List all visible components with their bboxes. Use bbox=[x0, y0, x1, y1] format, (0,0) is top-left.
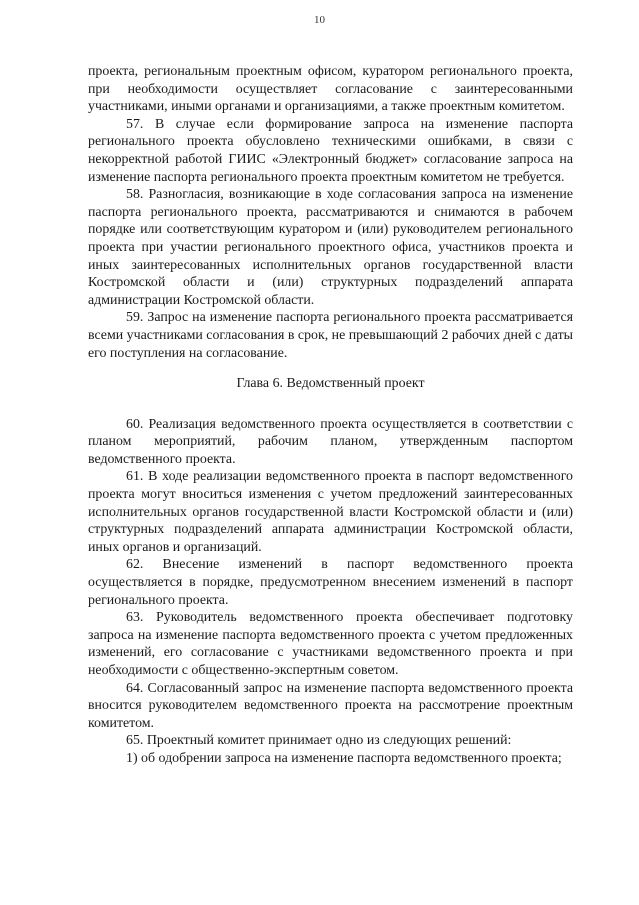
paragraph-65: 65. Проектный комитет принимает одно из следующих решений: bbox=[126, 733, 512, 749]
chapter-title: Глава 6. Ведомственный проект bbox=[236, 376, 425, 392]
paragraph-63: 63. Руководитель ведомственного проекта обеспечивает подготовку запроса на изменение паспорта ведомственного проекта с учетом предложенных изменений, его согласование с участниками ведомственного проекта и при необходимости с общественно-экспертным советом. bbox=[88, 610, 573, 678]
paragraph-59: 59. Запрос на изменение паспорта регионального проекта рассматривается всеми участниками согласования в срок, не превышающий 2 рабочих дней с даты его поступления на согласование. bbox=[88, 310, 573, 361]
paragraph-57: 57. В случае если формирование запроса на изменение паспорта регионального проекта обусловлено техническими ошибками, в связи с некорректной работой ГИИС «Электронный бюджет» согласование запроса на изменение паспорта регионального проекта проектным комитетом не требуется. bbox=[88, 116, 573, 185]
page-content bbox=[88, 63, 573, 768]
paragraph-64: 64. Согласованный запрос на изменение паспорта ведомственного проекта вносится руководителем ведомственного проекта на рассмотрение проектным комитетом. bbox=[88, 680, 573, 731]
paragraph-60: 60. Реализация ведомственного проекта осуществляется в соответствии с планом мероприятий, рабочим планом, утвержденным паспортом ведомственного проекта. bbox=[88, 416, 573, 467]
paragraph-61: 61. В ходе реализации ведомственного проекта в паспорт ведомственного проекта могут вноситься изменения с учетом предложений заинтересованных исполнительных органов государственной власти Костромской области и (или) структурных подразделений аппарата администрации Костромской области, иных органов и организаций. bbox=[88, 469, 573, 555]
spacer bbox=[88, 405, 573, 416]
page-number: 10 bbox=[314, 14, 325, 26]
list-item-1: 1) об одобрении запроса на изменение паспорта ведомственного проекта; bbox=[126, 750, 562, 766]
paragraph-58: 58. Разногласия, возникающие в ходе согласования запроса на изменение паспорта регионального проекта, рассматриваются и снимаются в рабочем порядке или соответствующим куратором и (или) руководителем регионального проекта при участии регионального проектного офиса, участников проекта и иных заинтересованных исполнительных органов государственной власти Костромской области и (или) структурных подразделений аппарата администрации Костромской области. bbox=[88, 187, 573, 308]
paragraph-56-continued: проекта, региональным проектным офисом, куратором регионального проекта, при необходимости осуществляет согласование с заинтересованными участниками, иными органами и организациями, а также проектным комитетом. bbox=[88, 64, 573, 115]
paragraph-62: 62. Внесение изменений в паспорт ведомственного проекта осуществляется в порядке, предусмотренном внесением изменений в паспорт регионального проекта. bbox=[88, 557, 573, 608]
